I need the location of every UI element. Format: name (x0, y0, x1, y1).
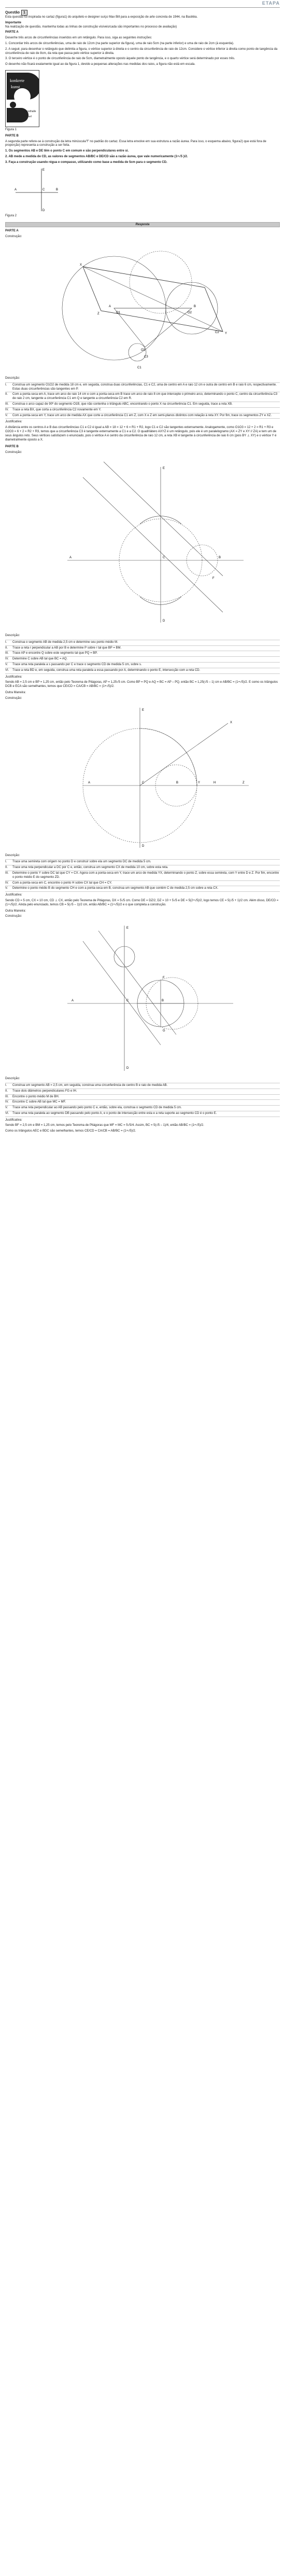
list-item: IV. Trace a reta BX, que corta a circunferência C2 novamente em Y. (5, 407, 280, 413)
list-item: IV. Encontre C sobre AB tal que MC = MF. (5, 1099, 280, 1105)
descricao-c-list (5, 859, 280, 892)
list-item: II. Trace dois diâmetros perpendiculares FG e IH. (5, 1089, 280, 1094)
figure-1-poster (5, 70, 39, 127)
construction-b-drawing (5, 457, 280, 633)
parte-a-note: O desenho não ficará exatamente igual ao da figura 1, devido a pequenas alterações nas medidas dos raios, a figura não está em escala. (5, 63, 195, 66)
list-item: V. Com a ponta-seca em Y, trace um arco de medida AX que corte a circunferência C1 em Z, com X e Z em semi-planos distintos com relação à reta XY. Por fim, trace os segmentos ZY e XZ. (5, 413, 280, 419)
drawing-d-label: E (126, 927, 129, 930)
parte-b-item: 2. AB mede a medida de CD, as valores de segmentos AB/BC e DE/CD são a razão áurea, que vale numericamente (1+√5 )/2. (5, 155, 188, 159)
question-label: Questão (5, 11, 20, 15)
list-item: I. Trace uma semireta com origem no ponto D e construir sobre ela um segmento DC de medida 5 cm. (5, 859, 280, 865)
list-item: V. Trace uma reta perpendicular ao AB passando pelo ponto C e, então, sobre ela, construa o segmento CD de medida 5 cm. (5, 1105, 280, 1111)
outra-maneira-label: Outra Maneira: (5, 909, 26, 913)
drawing-c-label: A (88, 781, 91, 784)
question-number: 1 (21, 10, 27, 16)
drawing-c-label: Z (243, 781, 245, 784)
justificativa-label: Justificativa: (5, 675, 22, 679)
resposta-bar: Resposta (5, 222, 280, 227)
parte-b-title: PARTE B (5, 134, 19, 137)
list-item: I. Construa um segmento O1O2 de medida 18 cm e, em seguida, construa duas circunferências, C1 e C2, uma de centro em A e raio 12 cm e outra de centro em B e raio 6 cm, respectivamente. Estas duas circunferências são tangentes em P. (5, 382, 280, 392)
drawing-c-label: B (176, 781, 179, 784)
drawing-c-label: D (142, 844, 145, 848)
parte-b-item: 3. Faça a construção usando régua e compasso, utilizando como base a medida de 5cm para o segmento CD. (5, 160, 167, 164)
drawing-c-label: E (142, 708, 145, 712)
construction-d-drawing (5, 920, 280, 1076)
list-item: III. Trace AP e encontre Q sobre este segmento tal que PQ = BP. (5, 651, 280, 656)
poster-word: konkrete (10, 78, 24, 84)
list-item: III. Encontre o ponto médio M de BH. (5, 1094, 280, 1100)
parte-a-item: 3. O terceiro vértice é o ponto de circunferência de raio de 5cm, diametralmente oposto àquele ponto de tangência, e o quarto vértice será determinado por esses três. (5, 57, 235, 61)
fig2-label: E (42, 168, 45, 172)
construcao-label: Construção: (5, 235, 22, 239)
drawing-d-label: G (163, 1029, 165, 1033)
fig2-label: A (15, 188, 17, 191)
outra-maneira-label: Outra Maneira: (5, 691, 26, 694)
figure-1-caption: Figura 1 (5, 128, 17, 132)
important-label: Importante (5, 21, 22, 24)
list-item: II. Trace a reta r perpendicular a AB por B e determine P sobre r tal que BP = BM. (5, 645, 280, 651)
drawing-a-label: Y (225, 332, 227, 336)
parte-a-item: 1. Concordar três arcos de circunferências, uma de raio de 12cm (na parte superior da figura), uma de raio 5cm (na parte inferior) e uma de raio de 2cm (à esquerda). (5, 42, 234, 46)
drawing-d-label: B (162, 999, 164, 1003)
drawing-c-label: Y (198, 781, 201, 784)
drawing-c-label: C (142, 781, 145, 784)
drawing-b-label: C (163, 556, 165, 559)
drawing-d-label: C (126, 999, 129, 1003)
document-page (5, 0, 280, 1134)
descricao-label: Descrição: (5, 633, 20, 637)
poster-word: kunsthalle (24, 110, 36, 114)
justificativa-label: Justificativa: (5, 893, 22, 897)
list-item: II. Trace uma reta perpendicular a DC por C e, então, construa um segmento CX de medida 10 cm, sobre esta reta. (5, 865, 280, 871)
resposta-parte-a-title: PARTE A (5, 229, 19, 233)
descricao-label: Descrição: (5, 853, 20, 857)
fig2-label: D (42, 209, 45, 212)
list-item: III. Construa o arco capaz de 90º do segmento O1B, que não contenha o triângulo ABC, encontrando o ponto X na circunferência C1. Em seguida, trace a reta XB. (5, 402, 280, 407)
justificativa-b-text: Sendo AB = 2,5 cm e BP = 1,25 cm, então pelo Teorema de Pitágoras, AP = 1,25√5 cm. Como BP = PQ e AQ = BC = AP – PQ, então BC = 1,25(√5 – 1) cm e AB/BC = (1+√5)/2. E como os triângulos DCB e ECA são semelhantes, temos que CE/CD = CA/CB = AB/BC = (1+√5)/2. (5, 681, 278, 688)
parte-b-item: 1. Os segmentos AB e DE têm o ponto C em comum e são perpendiculares entre si. (5, 149, 129, 153)
justificativa-a-text: A distância entre os centros A e B das circunferências C1 e C2 é igual a AB = 18 = 12 + 6 = R1 + R2, logo C1 e C2 são tangentes externamente. Analogamente, como O1O3 = 12 + 2 = R1 + R3 e O2O3 = 6 + 2 = R2 + R3, temos que a circunferência C3 é tangente externamente a C1 e a C2. O quadrilátero AXYZ é um retângulo, pois ele é um paralelogramo (AX = ZY e XY // ZA) e tem um de seus ângulos reto. Seus vértices satisfazem o enunciado, pois o vértice A é centro da circunferência de raio 12 cm, a reta XB é tangente à circunferência de raio 6 cm (pois BY ⊥ XY) e o vértice Y é diametralmente oposto a X. (5, 426, 277, 442)
drawing-b-label: D (163, 619, 165, 623)
figure-2-diagram (5, 167, 67, 213)
drawing-c-label: H (213, 781, 216, 784)
drawing-a-label: O2 (188, 311, 192, 315)
construction-c-drawing (5, 702, 280, 853)
construcao-label: Construção: (5, 915, 22, 918)
drawing-a-label: O3 (141, 349, 146, 352)
poster-word: kunst (11, 85, 20, 90)
construction-a-drawing (5, 241, 280, 376)
drawing-b-label: F (212, 576, 215, 580)
drawing-d-label: F (163, 976, 165, 980)
descricao-d-list (5, 1083, 280, 1117)
list-item: I. Construa um segmento AB = 2,5 cm, em seguida, construa uma circunferência de centro B e raio de medida AB. (5, 1083, 280, 1089)
justificativa-d-end: Como os triângulos AEC e BDC são semelhantes, temos CE/CD = CA/CB = AB/BC = (1+√5)/2. (5, 1129, 136, 1133)
intro-text: Esta questão foi inspirada no cartaz (figura1) do arquiteto e designer suíço Max Bill para a exposição de arte concreta de 1944, na Basiléia. (5, 16, 198, 19)
construcao-label: Construção: (5, 696, 22, 700)
list-item: V. Determine o ponto médio B do segmento CH e com a ponta-seca em B, construa um segmento AB que contém C de medida 2,5 cm sobre a reta CX. (5, 886, 280, 892)
justificativa-label: Justificativa: (5, 1118, 22, 1122)
parte-b-lead: A segunda parte refere-se à construção da letra minúscula"f" no padrão do cartaz. Essa letra envolve em sua estrutura a razão áurea. Para isso, o esquema abaixo, figura2) que está fora de proporção) representa a construção a ser feita. (5, 140, 266, 147)
drawing-a-label: X (80, 264, 82, 267)
resposta-parte-b-title: PARTE B (5, 445, 19, 449)
list-item: II. Com a ponta-seca em A, trace um arco de raio 14 cm e com a ponta-seca em B trace um arco de raio 8 cm que intercepte o primeiro arco, determinando o ponto C, centro da circunferência C3 de raio 2 cm, tangente a circunferência C1 em Q e tangente a circunferência C2 em R. (5, 392, 280, 402)
drawing-a-label: C3 (144, 355, 148, 359)
header-bar (5, 0, 280, 8)
list-item: III. Determine o ponto Y sobre DC tal que CY = CX. Agora com a ponta-seca em Y, trace um arco de medida YX, determinando o ponto Z, sobre essa semireta, com Y entre D e Z. Por fim, encontre o ponto médio E do segmento ZD. (5, 871, 280, 880)
drawing-d-label: D (126, 1067, 129, 1070)
drawing-b-label: A (69, 556, 72, 559)
important-text: Na realização de questão, mantenha todas as linhas de construção visíveis/cada são importantes no processo de avaliação) (5, 25, 177, 29)
fig2-label: B (56, 188, 59, 191)
list-item: IV. Determine C sobre AB tal que BC = AQ. (5, 656, 280, 662)
brand-logo: ETAPA (262, 1, 280, 6)
drawing-a-label: C1 (137, 366, 141, 370)
justificativa-c-text: Sendo CD = 5 cm, CX = 10 cm, CD ⊥ CX, então pelo Teorema de Pitágoras, DX = 5√5 cm. Como DE = DZ/2, DZ = 10 + 5√5 e DE = 5(2+√5)/2, logo temos CE = 5(√5 + 1)/2 cm. Além disso, DE/CD = (1+√5)/2. Ainda pelo enunciado, temos CB = 5(√5 – 1)/2 cm, então AB/BC = (1+√5)/2 e o que completa a construção. (5, 899, 279, 906)
drawing-a-label: C2 (215, 331, 219, 335)
list-item: VI. Trace a reta BD e, em seguida, construa uma reta paralela a essa passando por A, determinando o ponto E, intersecção com a reta CD. (5, 668, 280, 674)
poster-graphic (6, 71, 39, 127)
list-item: VI. Trace uma reta paralela ao segmento DB passando pelo ponto A, e o ponto de intersecção entre esta e a reta suporte ao segmento CD é o ponto E. (5, 1111, 280, 1117)
parte-a-item: 2. A seguir, para desenhar o retângulo que delimita a figura, o vértice superior à direita e o centro da circunferência de raio de 12cm. Considere o vértice inferior à direita como ponto de tangência da circunferência de raio de 8cm, da reta que passa pelo vértice superior à direita. (5, 47, 278, 55)
drawing-d-label: A (72, 999, 74, 1003)
drawing-a-label: B (194, 305, 196, 309)
justificativa-d-text: Sendo BF = 2,5 cm e BM = 1,25 cm, temos pelo Teorema de Pitágoras que MF = MC = 5√5/4. Assim, BC = 5(√5 – 1)/4, então AB/BC = (1+√5)/2. (5, 1124, 204, 1127)
figure-2-caption: Figura 2 (5, 214, 17, 217)
drawing-b-label: B (219, 556, 221, 559)
drawing-a-label: A (109, 305, 111, 309)
descricao-a-list (5, 382, 280, 419)
list-item: IV. Com a ponta-seca em C, encontre o ponto H sobre CX tal que CH = CY. (5, 880, 280, 886)
list-item: V. Trace uma reta paralela a s passando por C e trace o segmento CD de medida 5 cm, sobre s. (5, 662, 280, 668)
poster-word: basel (25, 115, 32, 119)
drawing-a-label: Z (97, 312, 99, 316)
list-item: I. Construa o segmento AB de medida 2,5 cm e determine seu ponto médio M. (5, 640, 280, 645)
parte-a-lead: Desenhe três arcos de circunferências inseridos em um retângulo. Para isso, siga as seguintes instruções: (5, 36, 152, 40)
fig2-label: C (42, 188, 45, 191)
question-header (5, 10, 280, 16)
justificativa-label: Justificativa: (5, 420, 22, 424)
drawing-a-label: O1 (116, 311, 121, 315)
drawing-b-label: E (163, 466, 165, 470)
descricao-label: Descrição: (5, 1077, 20, 1081)
descricao-b-list (5, 640, 280, 674)
construcao-label: Construção: (5, 451, 22, 454)
parte-a-title: PARTE A (5, 31, 19, 34)
drawing-c-label: X (230, 721, 233, 724)
descricao-label: Descrição: (5, 377, 20, 380)
